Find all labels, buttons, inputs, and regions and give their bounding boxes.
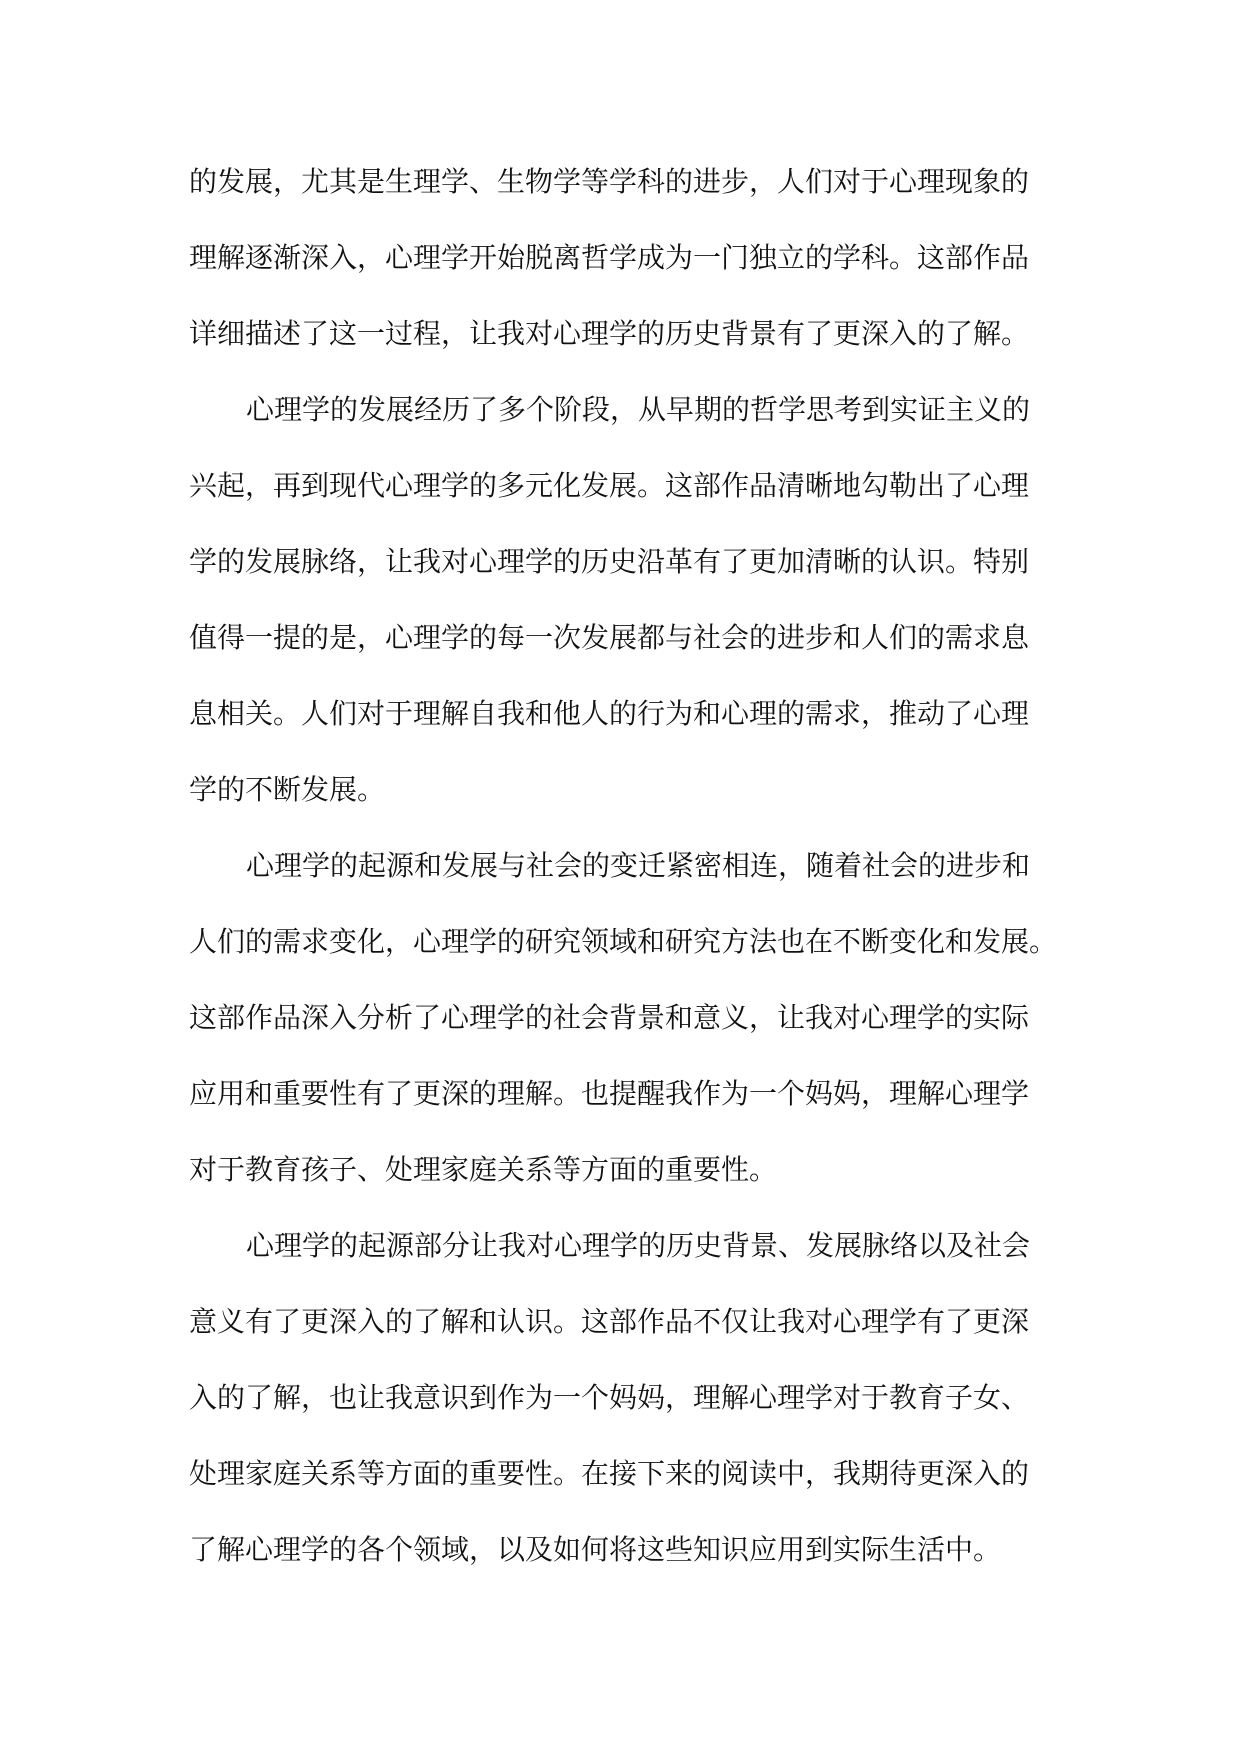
paragraph-line: 值得一提的是，心理学的每一次发展都与社会的进步和人们的需求息 [189,621,1030,654]
paragraph-line: 这部作品深入分析了心理学的社会背景和意义，让我对心理学的实际 [189,1001,1030,1034]
paragraph-line: 了解心理学的各个领域，以及如何将这些知识应用到实际生活中。 [189,1533,1002,1566]
paragraph-line: 兴起，再到现代心理学的多元化发展。这部作品清晰地勾勒出了心理 [189,469,1030,502]
paragraph-line: 息相关。人们对于理解自我和他人的行为和心理的需求，推动了心理 [189,697,1030,730]
paragraph-1 [189,144,1049,372]
paragraph-2 [189,372,1049,828]
paragraph-line: 心理学的发展经历了多个阶段，从早期的哲学思考到实证主义的 [246,393,1031,426]
paragraph-line: 入的了解，也让我意识到作为一个妈妈，理解心理学对于教育子女、 [189,1381,1030,1414]
paragraph-line: 应用和重要性有了更深的理解。也提醒我作为一个妈妈，理解心理学 [189,1077,1030,1110]
paragraph-line: 详细描述了这一过程，让我对心理学的历史背景有了更深入的了解。 [189,317,1030,350]
paragraph-line: 学的发展脉络，让我对心理学的历史沿革有了更加清晰的认识。特别 [189,545,1030,578]
paragraph-line: 的发展，尤其是生理学、生物学等学科的进步，人们对于心理现象的 [189,165,1030,198]
paragraph-4 [189,1208,1049,1588]
paragraph-line: 学的不断发展。 [189,773,386,806]
paragraph-line: 对于教育孩子、处理家庭关系等方面的重要性。 [189,1153,778,1186]
document-body [189,144,1058,1588]
paragraph-line: 处理家庭关系等方面的重要性。在接下来的阅读中，我期待更深入的 [189,1457,1030,1490]
paragraph-line: 心理学的起源和发展与社会的变迁紧密相连，随着社会的进步和 [246,849,1031,882]
paragraph-line: 心理学的起源部分让我对心理学的历史背景、发展脉络以及社会 [246,1229,1031,1262]
paragraph-line: 人们的需求变化，心理学的研究领域和研究方法也在不断变化和发展。 [189,925,1058,958]
paragraph-3 [189,828,1058,1208]
paragraph-line: 意义有了更深入的了解和认识。这部作品不仅让我对心理学有了更深 [189,1305,1030,1338]
paragraph-line: 理解逐渐深入，心理学开始脱离哲学成为一门独立的学科。这部作品 [189,241,1030,274]
